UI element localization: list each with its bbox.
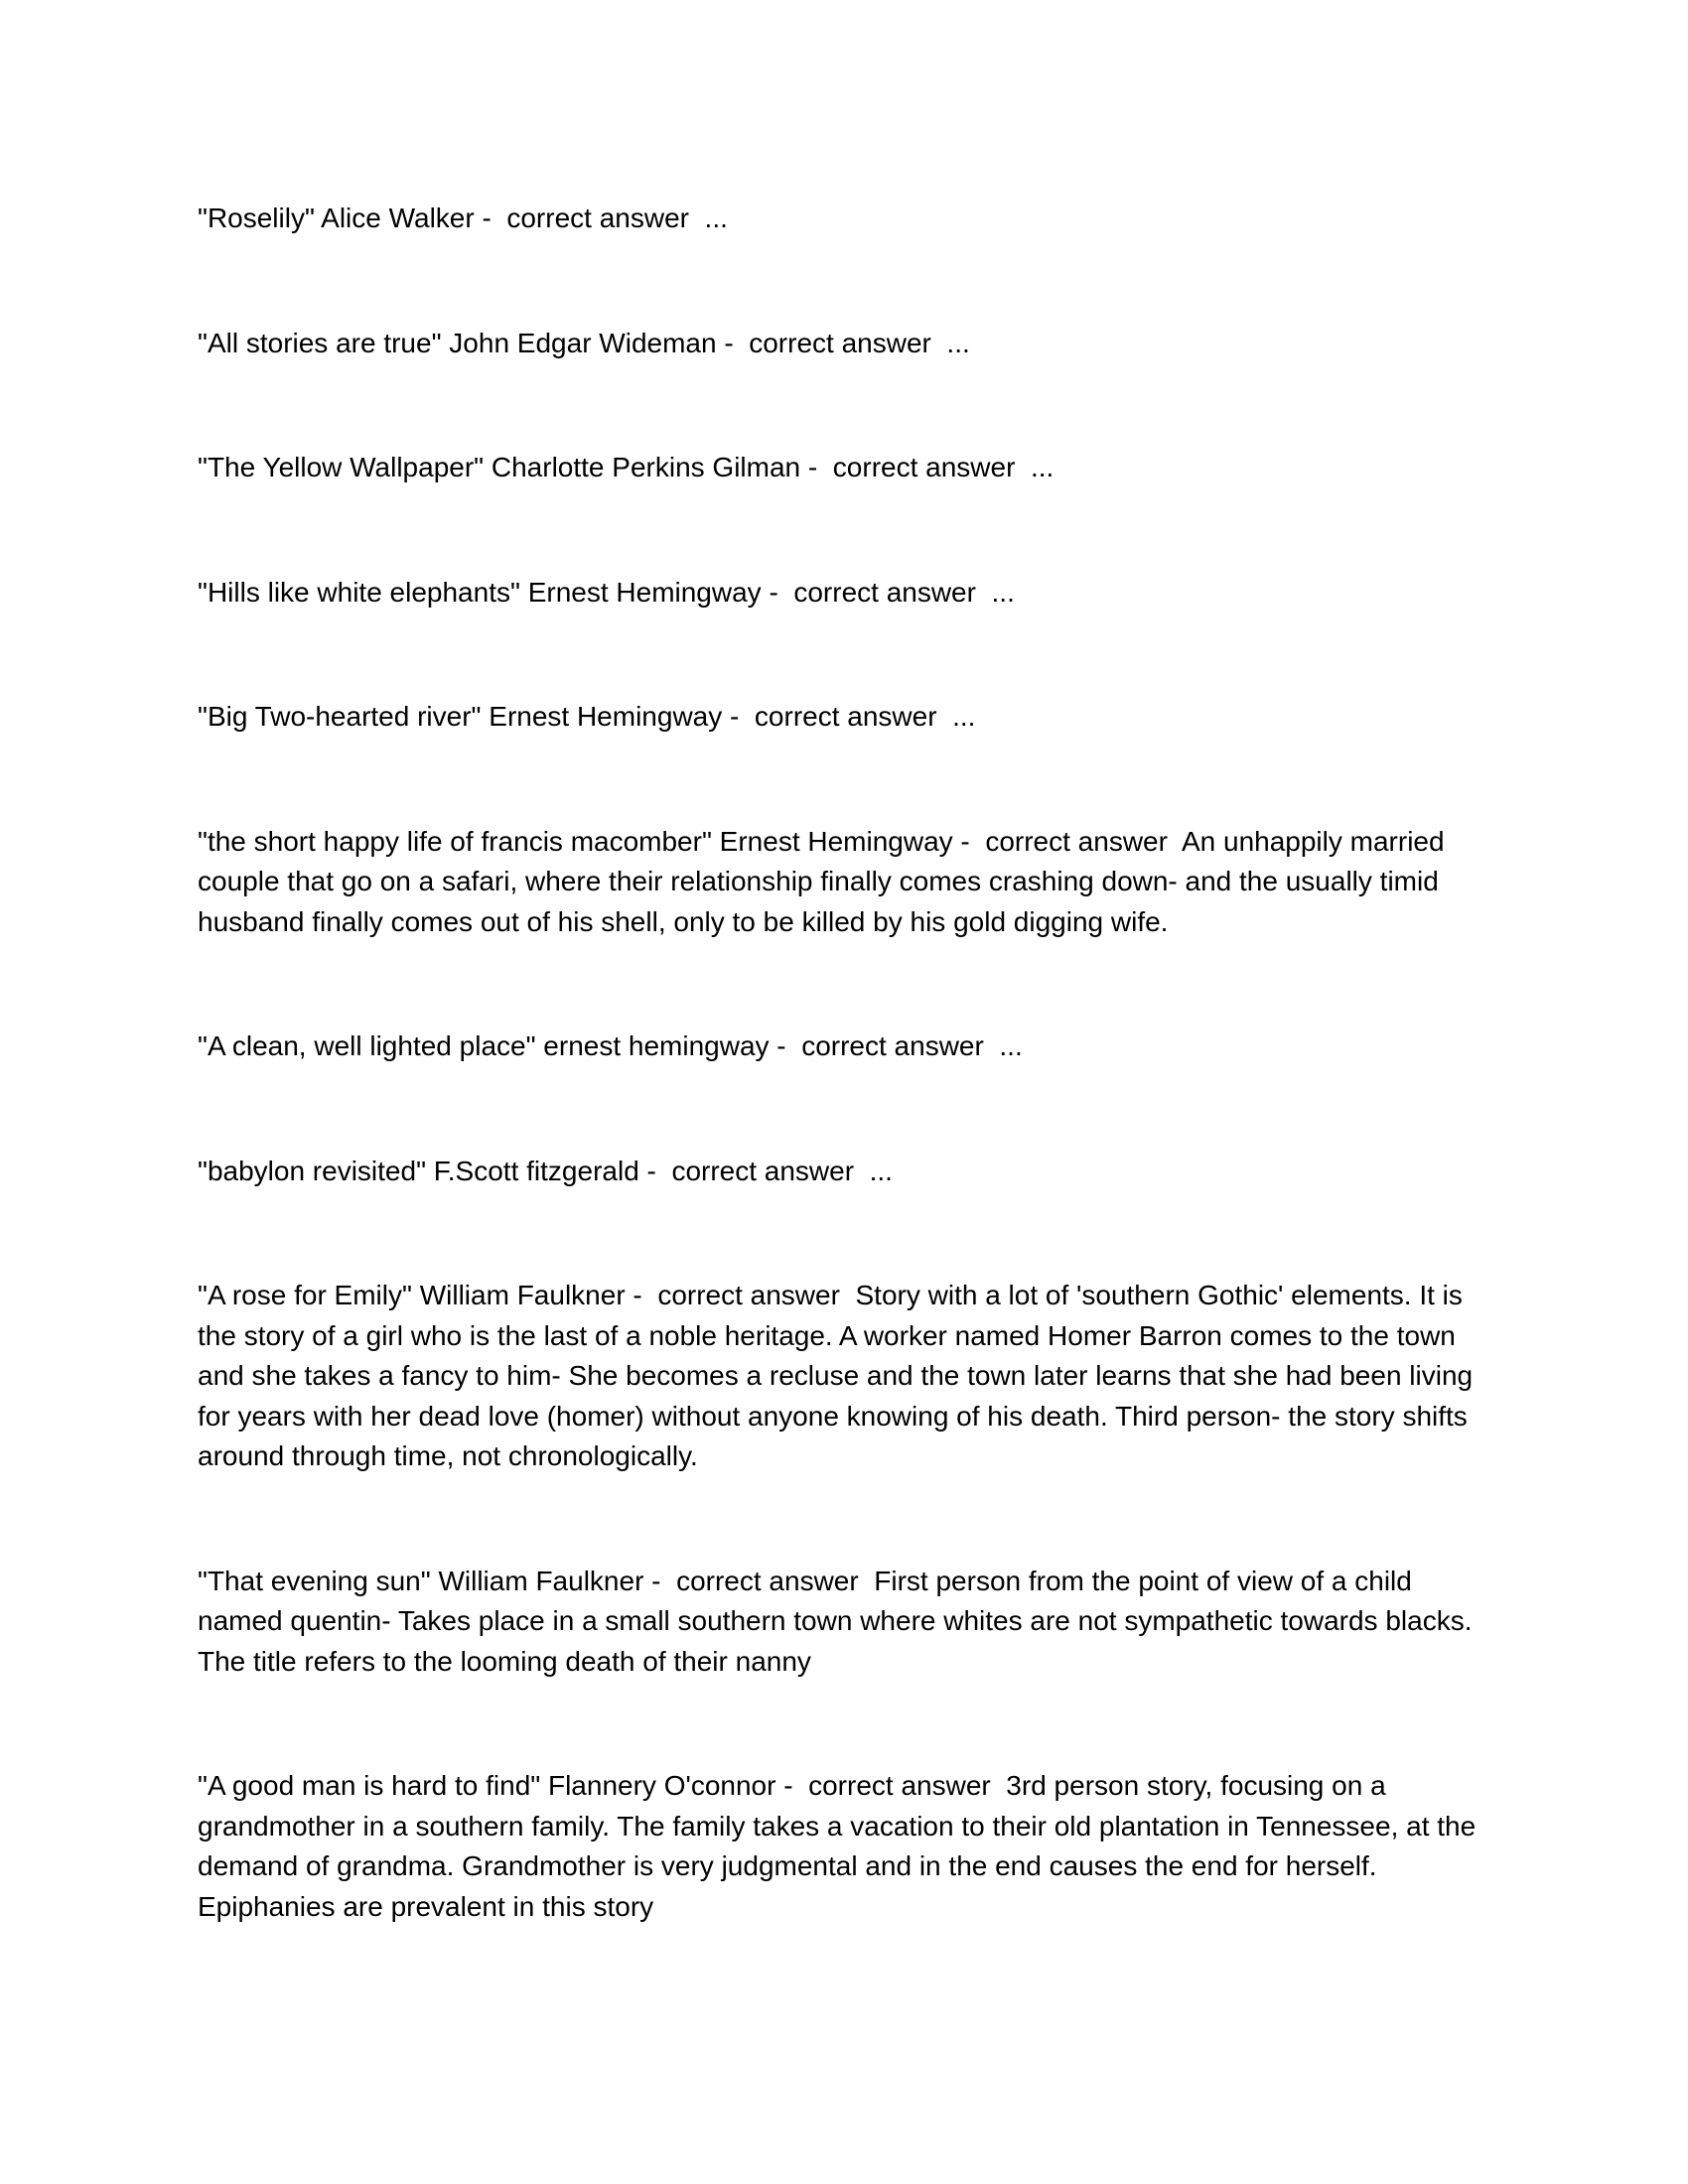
answer-label: correct answer [749, 327, 931, 358]
answer-label: correct answer [808, 1770, 991, 1801]
entry-question: "Roselily" Alice Walker [198, 203, 475, 233]
flashcard-entry: "babylon revisited" F.Scott fitzgerald - correct answer ... [198, 1155, 893, 1186]
entry-answer: 3rd person story, focusing on a grandmother in a southern family. The family takes a vacation to their old plantation in Tennessee, at the demand of grandma. Grandmother is very judgmental and in the end causes the end for herself. Epiphanies are prevalent in this story [198, 1770, 1477, 1922]
answer-label: correct answer [801, 1030, 984, 1061]
entry-answer: An unhappily married couple that go on a safari, where their relationship finally comes crashing down- and the usually timid husband finally comes out of his shell, only to be killed by his gold digging wife. [198, 825, 1445, 937]
flashcard-entry: "Big Two-hearted river" Ernest Hemingway - correct answer ... [198, 701, 976, 732]
entry-question: "A good man is hard to find" Flannery O'connor [198, 1770, 776, 1801]
flashcard-entry: "A clean, well lighted place" ernest hemingway - correct answer ... [198, 1030, 1023, 1061]
entry-answer: Story with a lot of 'southern Gothic' elements. It is the story of a girl who is the last of a noble heritage. A worker named Homer Barron comes to the town and she takes a fancy to him- She becomes a recluse and the town later learns that she had been living for years with her dead love (homer) without anyone knowing of his death. Third person- the story shifts around through time, not chronologically. [198, 1280, 1474, 1471]
answer-label: correct answer [676, 1565, 859, 1596]
entry-question: "That evening sun" William Faulkner [198, 1565, 644, 1596]
entry-answer: ... [946, 327, 970, 358]
entry-question: "All stories are true" John Edgar Wideman [198, 327, 717, 358]
entry-answer: ... [1030, 452, 1055, 482]
answer-label: correct answer [793, 576, 976, 608]
entry-question: "A clean, well lighted place" ernest hemingway [198, 1030, 770, 1061]
flashcard-entry: "the short happy life of francis macomber" Ernest Hemingway - correct answer An unhappily married couple that go on a safari, where their relationship finally comes crashing down- and the usually timid husband finally comes out of his shell, only to be killed by his gold digging wife. [198, 825, 1445, 937]
entry-answer: ... [999, 1030, 1023, 1061]
entry-question: "A rose for Emily" William Faulkner [198, 1280, 626, 1310]
flashcard-entry: "Hills like white elephants" Ernest Hemingway - correct answer ... [198, 576, 1015, 608]
answer-label: correct answer [657, 1280, 840, 1310]
flashcard-entry: "A rose for Emily" William Faulkner - correct answer Story with a lot of 'southern Gothic' elements. It is the story of a girl who is the last of a noble heritage. A worker named Homer Barron comes to the town and she takes a fancy to him- She becomes a recluse and the town later learns that she had been living for years with her dead love (homer) without anyone knowing of his death. Third person- the story shifts around through time, not chronologically. [198, 1280, 1474, 1471]
entry-question: "babylon revisited" F.Scott fitzgerald [198, 1155, 639, 1186]
entry-answer: ... [952, 701, 976, 732]
flashcard-entry: "The Yellow Wallpaper" Charlotte Perkins Gilman - correct answer ... [198, 452, 1055, 482]
entry-answer: ... [704, 203, 728, 233]
flashcard-list [198, 199, 1488, 2011]
flashcard-entry: "Roselily" Alice Walker - correct answer ... [198, 203, 728, 233]
answer-label: correct answer [754, 701, 937, 732]
answer-label: correct answer [671, 1155, 855, 1186]
entry-answer: ... [869, 1155, 893, 1186]
answer-label: correct answer [506, 203, 689, 233]
flashcard-entry: "All stories are true" John Edgar Wideman - correct answer ... [198, 327, 970, 358]
entry-question: "Big Two-hearted river" Ernest Hemingway [198, 701, 723, 732]
entry-question: "The Yellow Wallpaper" Charlotte Perkins Gilman [198, 452, 801, 482]
entry-answer: ... [991, 576, 1015, 608]
entry-question: "the short happy life of francis macomber" Ernest Hemingway [198, 825, 953, 857]
entry-answer: First person from the point of view of a child named quentin- Takes place in a small southern town where whites are not sympathetic towards blacks. The title refers to the looming death of their nanny [198, 1565, 1473, 1677]
answer-label: correct answer [985, 825, 1168, 857]
answer-label: correct answer [832, 452, 1016, 482]
flashcard-entry: "A good man is hard to find" Flannery O'connor - correct answer 3rd person story, focusing on a grandmother in a southern family. The family takes a vacation to their old plantation in Tennessee, at the demand of grandma. Grandmother is very judgmental and in the end causes the end for herself. Epiphanies are prevalent in this story [198, 1770, 1477, 1922]
flashcard-entry: "That evening sun" William Faulkner - correct answer First person from the point of view of a child named quentin- Takes place in a small southern town where whites are not sympathetic towards blacks. The title refers to the looming death of their nanny [198, 1565, 1473, 1677]
entry-question: "Hills like white elephants" Ernest Hemingway [198, 576, 762, 608]
